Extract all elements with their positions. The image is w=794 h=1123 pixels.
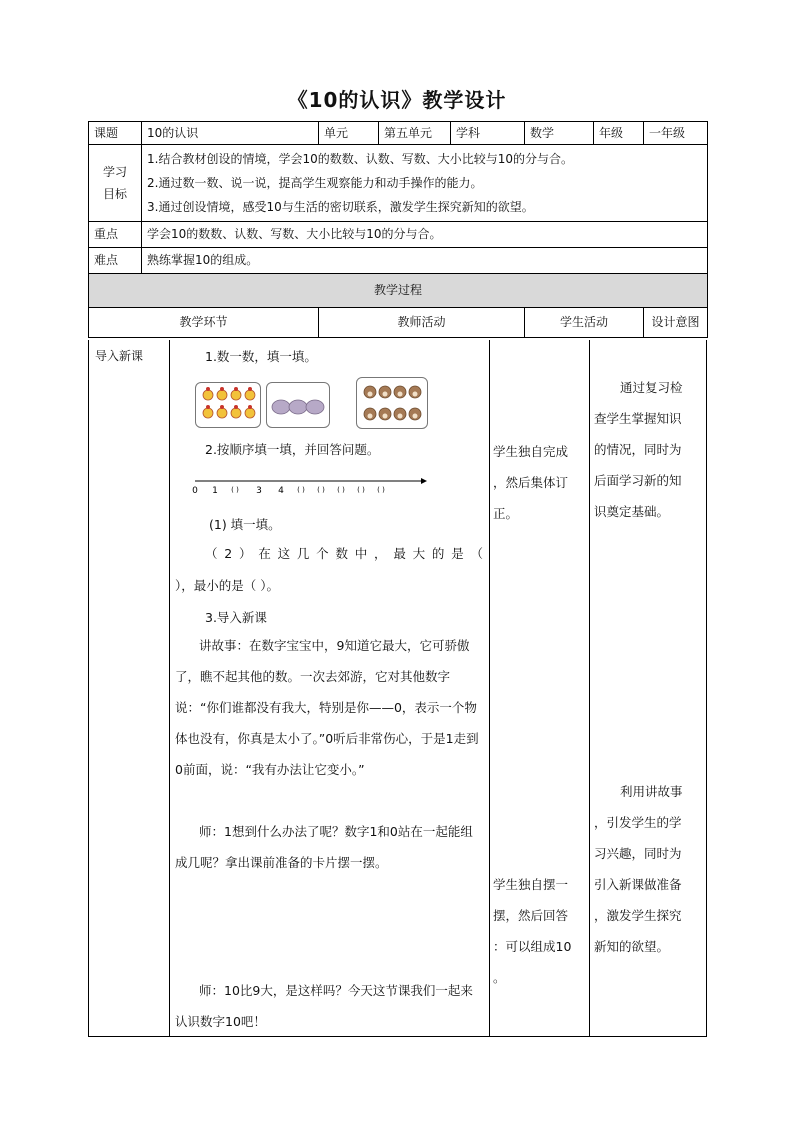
process-body xyxy=(88,340,707,1037)
lesson-plan-table xyxy=(88,121,708,338)
intent-line: 利用讲故事 xyxy=(620,784,683,799)
info-row xyxy=(89,122,708,145)
bear-icons xyxy=(357,378,427,428)
student-activity xyxy=(493,436,587,529)
student-line: ：可以组成10 xyxy=(493,939,572,954)
arrow-icon xyxy=(421,478,427,484)
key-point-label: 重点 xyxy=(89,222,142,248)
teacher-p2: 2.按顺序填一填，并回答问题。 xyxy=(205,442,380,457)
student-line: 学生独自完成 xyxy=(493,444,569,459)
goals-label-2: 目标 xyxy=(102,187,127,201)
teacher-p3: (1) 填一填。 xyxy=(209,517,281,532)
teacher-p1: 1.数一数，填一填。 xyxy=(205,349,317,364)
teacher-p7: 师：1想到什么办法了呢？数字1和0站在一起能组成几呢？拿出课前准备的卡片摆一摆。 xyxy=(175,824,473,870)
student-line: 学生独自摆一 xyxy=(493,877,569,892)
intent-line: 引入新课做准备 xyxy=(594,877,682,892)
numline-tick: 3 xyxy=(256,486,262,496)
difficulty-label: 难点 xyxy=(89,248,142,274)
intent-line: ，激发学生探究 xyxy=(594,908,682,923)
subject-label: 学科 xyxy=(451,122,525,145)
numline-tick: ( ) xyxy=(317,486,325,494)
numline-tick: ( ) xyxy=(337,486,345,494)
teacher-p8: 师：10比9大，是这样吗？今天这节课我们一起来认识数字10吧！ xyxy=(175,983,473,1029)
subject-value: 数学 xyxy=(525,122,594,145)
intent-line: 识奠定基础。 xyxy=(594,504,670,519)
difficulty-value: 熟练掌握10的组成。 xyxy=(142,248,708,274)
number-line xyxy=(193,473,433,501)
numline-tick: ( ) xyxy=(231,486,239,494)
intent-line: 通过复习检 xyxy=(620,380,683,395)
student-line: 摆，然后回答 xyxy=(493,908,569,923)
document-title: 《10的认识》教学设计 xyxy=(287,88,507,112)
difficulty-row xyxy=(89,248,708,274)
student-line: 正。 xyxy=(493,506,519,521)
story-paragraph: 讲故事：在数字宝宝中，9知道它最大，它可骄傲了，瞧不起其他的数。一次去郊游，它对其他数字说：“你们谁都没有我大，特别是你——0，表示一个物体也没有，你真是太小了。”0听后非常伤心，于是1走到0前面，说：“我有办法让它变小。” xyxy=(175,638,479,777)
column-header-row xyxy=(89,308,708,338)
chick-icons xyxy=(196,383,260,427)
stage-label: 导入新课 xyxy=(95,349,144,363)
key-point-row xyxy=(89,222,708,248)
design-intent xyxy=(594,372,706,527)
col-intent: 设计意图 xyxy=(644,308,708,338)
chicks-picture xyxy=(195,382,261,428)
teacher-p4a: （2）在这几个数中，最大的是（ xyxy=(205,546,483,561)
teacher-p5: 3.导入新课 xyxy=(205,610,267,625)
teacher-p7-wrap xyxy=(175,816,484,878)
numline-tick: 1 xyxy=(212,486,218,496)
goals-row xyxy=(89,145,708,222)
intent-line: 新知的欲望。 xyxy=(594,939,670,954)
intent-line: ，引发学生的学 xyxy=(594,815,682,830)
col-stage: 教学环节 xyxy=(89,308,319,338)
key-point-value: 学会10的数数、认数、写数、大小比较与10的分与合。 xyxy=(142,222,708,248)
lesson-value: 10的认识 xyxy=(142,122,319,145)
lesson-label: 课题 xyxy=(89,122,142,145)
unit-label: 单元 xyxy=(319,122,379,145)
process-header-row xyxy=(89,274,708,308)
col-student: 学生活动 xyxy=(525,308,644,338)
grade-label: 年级 xyxy=(594,122,644,145)
numline-tick: ( ) xyxy=(297,486,305,494)
numline-tick: ( ) xyxy=(377,486,385,494)
numline-tick: ( ) xyxy=(357,486,365,494)
goal-item: 3.通过创设情境，感受10与生活的密切联系，激发学生探究新知的欲望。 xyxy=(147,200,534,214)
elephant-icons xyxy=(267,383,329,427)
intent-line: 的情况，同时为 xyxy=(594,442,682,457)
student-activity-2 xyxy=(493,869,587,993)
intent-line: 后面学习新的知 xyxy=(594,473,682,488)
student-line: 。 xyxy=(493,970,506,985)
grade-value: 一年级 xyxy=(644,122,708,145)
bears-picture xyxy=(356,377,428,429)
teacher-p4b: ），最小的是（ ）。 xyxy=(175,578,279,593)
process-header: 教学过程 xyxy=(89,274,708,308)
teacher-p8-wrap xyxy=(175,975,484,1037)
intent-line: 查学生掌握知识 xyxy=(594,411,682,426)
goal-item: 2.通过数一数、说一说，提高学生观察能力和动手操作的能力。 xyxy=(147,176,483,190)
design-intent-2 xyxy=(594,776,706,962)
numline-tick: 0 xyxy=(192,486,198,496)
teacher-p6 xyxy=(175,630,484,785)
numline-tick: 4 xyxy=(278,486,284,496)
goals-label-1: 学习 xyxy=(102,165,127,179)
goal-item: 1.结合教材创设的情境，学会10的数数、认数、写数、大小比较与10的分与合。 xyxy=(147,152,573,166)
elephants-picture xyxy=(266,382,330,428)
intent-line: 习兴趣，同时为 xyxy=(594,846,682,861)
student-line: ，然后集体订 xyxy=(493,475,569,490)
col-teacher: 教师活动 xyxy=(319,308,525,338)
unit-value: 第五单元 xyxy=(379,122,451,145)
